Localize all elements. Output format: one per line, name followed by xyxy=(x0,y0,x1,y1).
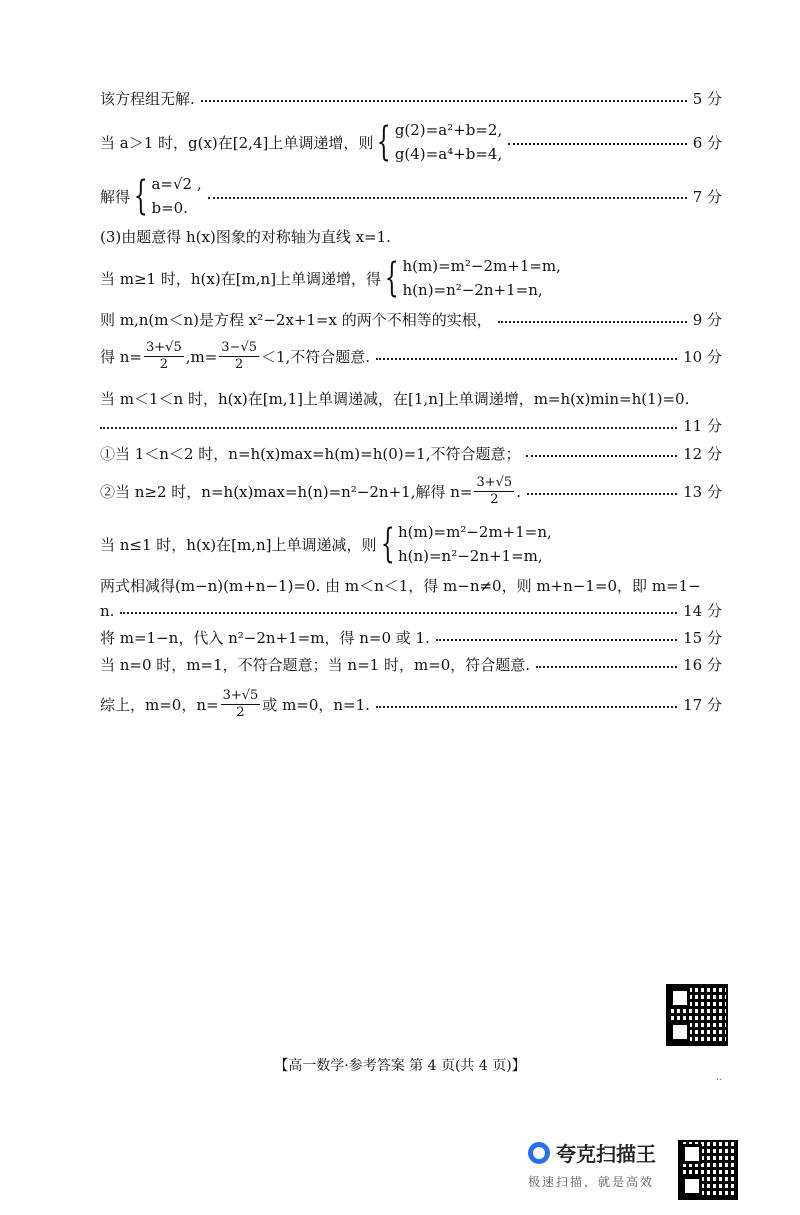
dot-leader xyxy=(376,358,677,360)
fraction xyxy=(221,688,261,721)
line-text: 则 m,n(m＜n)是方程 x²−2x+1=x 的两个不相等的实根， xyxy=(100,311,492,329)
score-label: 13 分 xyxy=(683,483,722,501)
solution-line xyxy=(100,172,722,220)
dot-leader xyxy=(527,493,677,495)
line-text: 当 a＞1 时，g(x)在[2,4]上单调递增，则 xyxy=(100,133,374,152)
fraction-denominator: 2 xyxy=(159,357,168,372)
equation: h(n)=n²−2n+1=m, xyxy=(397,547,543,565)
solution-line xyxy=(100,475,722,508)
equation: h(m)=m²−2m+1=m, xyxy=(402,257,561,275)
line-text: 将 m=1−n，代入 n²−2n+1=m，得 n=0 或 1. xyxy=(100,629,430,647)
equation: h(n)=n²−2n+1=n, xyxy=(402,281,543,299)
dot-leader xyxy=(100,427,677,429)
scan-mark: .. xyxy=(716,1072,723,1083)
fraction-denominator: 2 xyxy=(235,357,244,372)
solution-line xyxy=(100,118,722,166)
line-text: . xyxy=(516,482,521,501)
line-text: ①当 1＜n＜2 时，n=h(x)max=h(m)=h(0)=1,不符合题意； xyxy=(100,445,521,463)
score-label: 5 分 xyxy=(692,90,722,108)
fraction xyxy=(219,340,259,373)
score-label: 7 分 xyxy=(692,187,722,206)
equation: a=√2 , xyxy=(151,175,202,193)
qr-code xyxy=(666,984,728,1046)
equation: g(4)=a⁴+b=4, xyxy=(394,145,503,163)
solution-line xyxy=(100,415,722,436)
line-text: 当 m≥1 时，h(x)在[m,n]上单调递增，得 xyxy=(100,269,382,288)
line-text: 该方程组无解. xyxy=(100,90,195,108)
equation: h(m)=m²−2m+1=n, xyxy=(397,523,552,541)
score-label: 6 分 xyxy=(692,133,722,152)
solution-line xyxy=(100,688,722,721)
solution-line xyxy=(100,520,722,568)
line-text: 得 n= xyxy=(100,348,142,366)
fraction-numerator: 3+√5 xyxy=(146,340,182,355)
score-label: 16 分 xyxy=(683,656,722,674)
brace-symbol: { xyxy=(384,255,399,301)
dot-leader xyxy=(201,100,687,102)
fraction-denominator: 2 xyxy=(490,492,499,507)
equation-system xyxy=(130,172,202,220)
score-label: 12 分 xyxy=(683,445,722,463)
line-text: ＜1,不符合题意. xyxy=(261,348,371,366)
equation: g(2)=a²+b=2, xyxy=(394,121,503,139)
watermark-brand: 夸克扫描王 xyxy=(556,1142,656,1166)
fraction-numerator: 3+√5 xyxy=(476,475,513,490)
line-text: 综上，m=0，n= xyxy=(100,696,219,714)
scanner-watermark xyxy=(528,1138,673,1190)
line-text: ②当 n≥2 时，n=h(x)max=h(n)=n²−2n+1,解得 n= xyxy=(100,483,473,501)
solution-line xyxy=(100,443,722,464)
line-text: 当 n≤1 时，h(x)在[m,n]上单调递减，则 xyxy=(100,535,377,554)
solution-line xyxy=(100,627,722,648)
fraction-numerator: 3+√5 xyxy=(222,688,259,703)
fraction-denominator: 2 xyxy=(236,705,245,720)
brace-symbol: { xyxy=(377,119,392,165)
solution-line xyxy=(100,388,722,409)
score-label: 10 分 xyxy=(683,348,722,366)
score-label: 17 分 xyxy=(683,696,722,714)
line-text: 当 m＜1＜n 时，h(x)在[m,1]上单调递减，在[1,n]上单调递增，m=h(x)min=h(1)=0. xyxy=(100,390,690,408)
line-text: 两式相减得(m−n)(m+n−1)=0. 由 m＜n＜1，得 m−n≠0，则 m+n−1=0，即 m=1− xyxy=(100,577,701,595)
page-footer: 【高一数学·参考答案 第 4 页(共 4 页)】 xyxy=(274,1058,526,1074)
fraction xyxy=(474,475,514,508)
solution-line xyxy=(100,340,722,373)
line-text: ,m= xyxy=(185,347,218,366)
dot-leader xyxy=(120,612,677,614)
solution-line xyxy=(100,600,722,621)
line-text: 或 m=0，n=1. xyxy=(262,696,370,714)
dot-leader xyxy=(508,143,686,145)
fraction-numerator: 3−√5 xyxy=(221,340,257,355)
solution-line xyxy=(100,654,722,675)
score-label: 9 分 xyxy=(692,311,722,329)
dot-leader xyxy=(208,197,687,199)
equation-system xyxy=(381,254,561,302)
solution-line xyxy=(100,575,722,596)
line-text: n. xyxy=(100,601,115,620)
dot-leader xyxy=(436,639,677,641)
fraction xyxy=(144,340,184,373)
solution-line xyxy=(100,254,722,302)
solution-line xyxy=(100,309,722,330)
line-text: 解得 xyxy=(100,187,131,206)
line-text: (3)由题意得 h(x)图象的对称轴为直线 x=1. xyxy=(100,228,391,246)
brace-symbol: { xyxy=(133,173,148,219)
solution-line xyxy=(100,88,722,109)
score-label: 15 分 xyxy=(683,629,722,647)
brace-symbol: { xyxy=(380,521,395,567)
score-label: 14 分 xyxy=(683,602,722,620)
equation-system xyxy=(373,118,502,166)
dot-leader xyxy=(536,666,677,668)
score-label: 11 分 xyxy=(683,417,722,435)
scanner-logo-icon xyxy=(528,1142,550,1164)
line-text: 当 n=0 时，m=1，不符合题意；当 n=1 时，m=0，符合题意. xyxy=(100,656,531,674)
dot-leader xyxy=(498,321,687,323)
qr-code xyxy=(678,1140,738,1200)
equation-system xyxy=(377,520,552,568)
watermark-tagline: 极速扫描，就是高效 xyxy=(528,1175,655,1189)
watermark-logo xyxy=(528,1138,673,1167)
dot-leader xyxy=(376,706,677,708)
equation: b=0. xyxy=(151,199,188,217)
dot-leader xyxy=(526,455,677,457)
solution-line xyxy=(100,226,722,247)
